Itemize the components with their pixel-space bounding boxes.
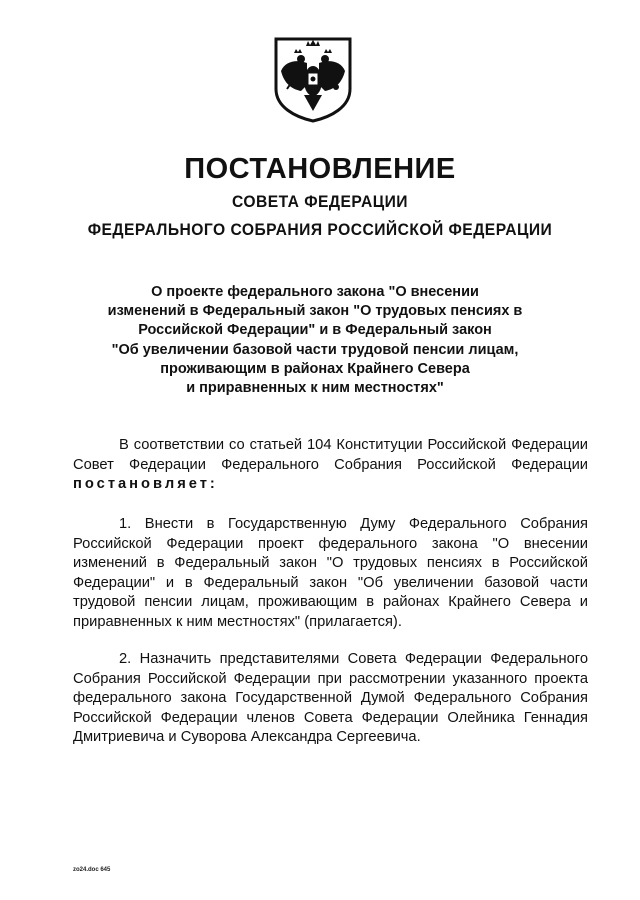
heading-line: О проекте федерального закона "О внесении [151,284,479,300]
heading-line: Российской Федерации" и в Федеральный закон [138,322,492,339]
item-2-paragraph: 2. Назначить представителями Совета Федерации Федерального Собрания Российской Федерации при рассмотрении указанного проекта федерального закона Государственной Думой Федерального Собрания Российской Федерации членов Совета Федерации Олейника Геннадия Дмитриевича и Суворова Александра Сергеевича. [73,651,588,745]
resolution-heading [60,283,570,398]
intro-verb: постановляет: [73,476,218,492]
document-subtitle-line1: СОВЕТА ФЕДЕРАЦИИ [232,192,408,211]
heading-line: проживающим в районах Крайнего Севера [160,360,470,377]
document-title: ПОСТАНОВЛЕНИЕ [184,153,456,185]
heading-line: и приравненных к ним местностях" [186,380,444,397]
intro-paragraph [73,436,588,495]
heading-line: изменений в Федеральный закон "О трудовых пенсиях в [107,303,523,320]
item-1-paragraph: 1. Внести в Государственную Думу Федерального Собрания Российской Федерации проект федерального закона "О внесении изменений в Федеральный закон "О трудовых пенсиях в Российской Федерации" и в Федеральный закон "Об увеличении базовой части трудовой пенсии лицам, проживающим в районах Крайнего Севера и приравненных к ним местностях" (прилагается). [73,516,588,630]
footer-file-code: zo24.doc 645 [73,867,111,873]
coat-of-arms-icon [273,37,353,123]
document-subtitle-line2: ФЕДЕРАЛЬНОГО СОБРАНИЯ РОССИЙСКОЙ ФЕДЕРАЦИИ [87,220,553,239]
heading-line: "Об увеличении базовой части трудовой пенсии лицам, [111,341,519,358]
intro-text: В соответствии со статьей 104 Конституции Российской Федерации Совет Федерации Федерального Собрания Российской Федерации [73,437,588,473]
